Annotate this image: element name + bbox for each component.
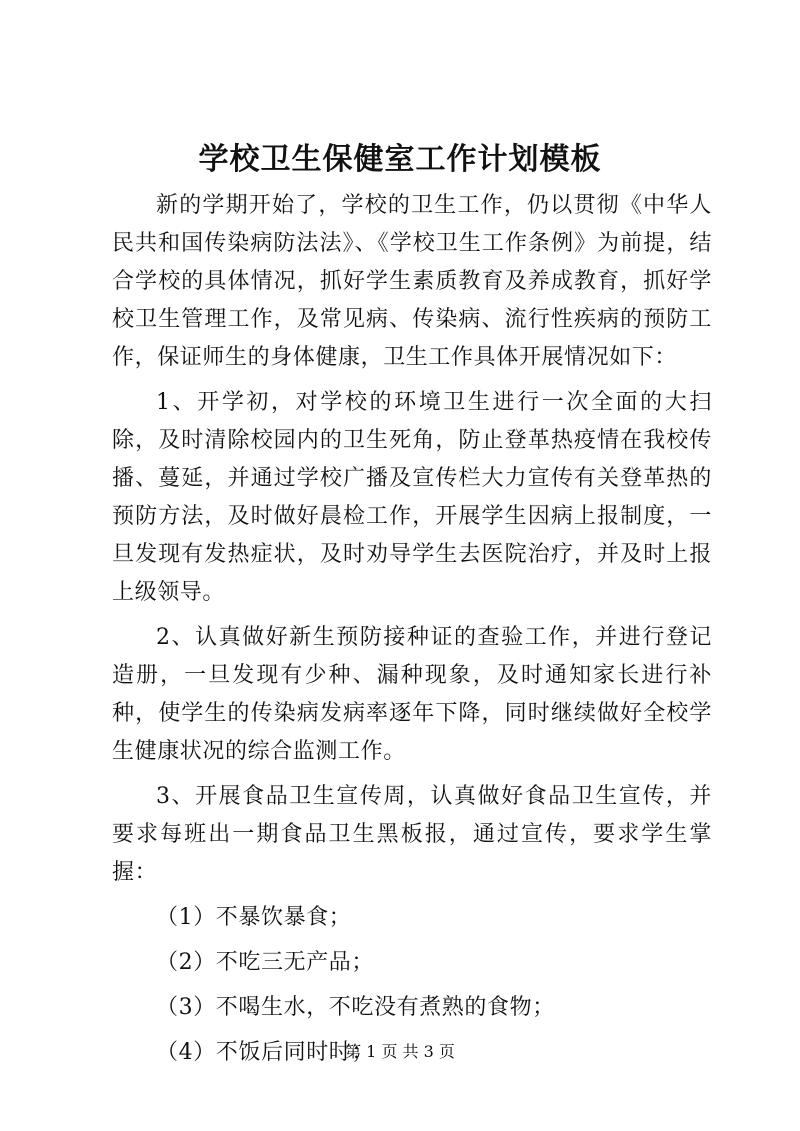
list-item-1: （1）不暴饮暴食； [156, 905, 352, 930]
document-body [112, 187, 712, 1079]
intro-paragraph: 新的学期开始了，学校的卫生工作，仍以贯彻《中华人民共和国传染病防法法》、《学校卫生工作条例》为前提，结合学校的具体情况，抓好学生素质教育及养成教育，抓好学校卫生管理工作，及常见病、传染病、流行性疾病的预防工作，保证师生的身体健康，卫生工作具体开展情况如下： [112, 193, 712, 370]
paragraph-1: 1、开学初，对学校的环境卫生进行一次全面的大扫除，及时清除校园内的卫生死角，防止登革热疫情在我校传播、蔓延，并通过学校广播及宣传栏大力宣传有关登革热的预防方法，及时做好晨检工作，开展学生因病上报制度，一旦发现有发热症状，及时劝导学生去医院治疗，并及时上报上级领导。 [112, 390, 712, 605]
document-title: 学校卫生保健室工作计划模板 [198, 142, 602, 177]
list-item-4: （4）不饭后同时时； [156, 1040, 374, 1065]
list-item-2: （2）不吃三无产品； [156, 950, 374, 975]
list-item-3: （3）不喝生水，不吃没有煮熟的食物； [156, 995, 555, 1020]
page-footer: 第 1 页 共 3 页 [345, 1042, 455, 1061]
paragraph-2: 2、认真做好新生预防接种证的查验工作，并进行登记造册，一旦发现有少种、漏种现象，及时通知家长进行补种，使学生的传染病发病率逐年下降，同时继续做好全校学生健康状况的综合监测工作。 [112, 625, 712, 764]
paragraph-3: 3、开展食品卫生宣传周，认真做好食品卫生宣传，并要求每班出一期食品卫生黑板报，通过宣传，要求学生掌握： [112, 784, 712, 885]
